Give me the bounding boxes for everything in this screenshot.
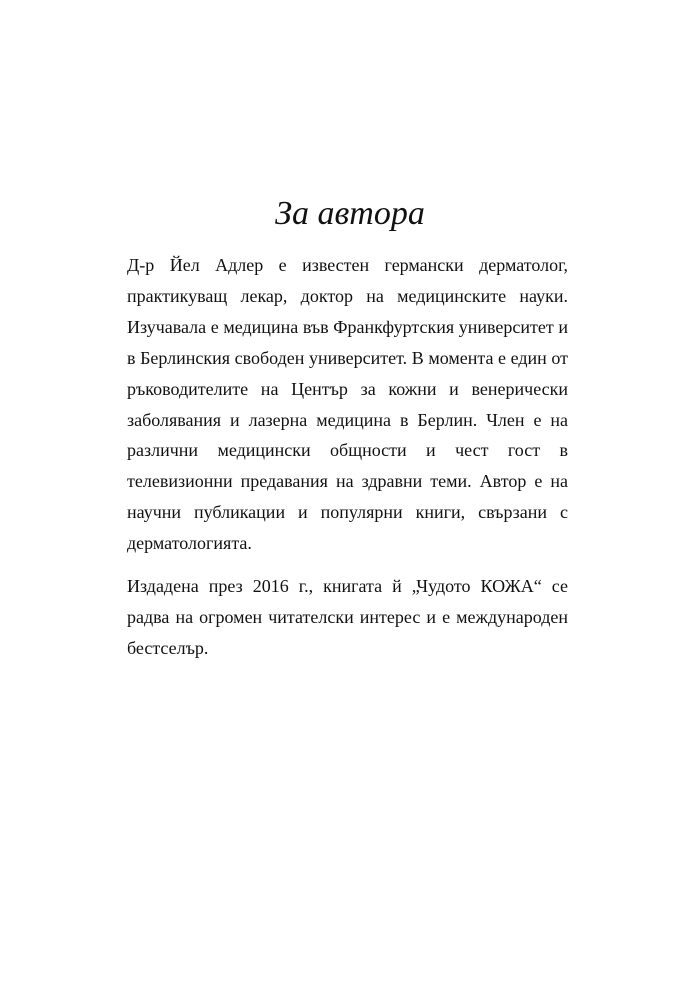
publication-paragraph: Издадена през 2016 г., книгата й „Чудото КОЖА“ се радва на огромен читателски интерес и е международен бестселър. (127, 576, 568, 658)
bio-paragraph: Д-р Йел Адлер е известен германски дерматолог, практикуващ лекар, доктор на медицинските науки. Изучавала е медицина във Франкфуртския университет и в Берлинския свободен университет. В момента е един от ръководителите на Център за кожни и венерически заболявания и лазерна медицина в Берлин. Член е на различни медицински общности и чест гост в телевизионни предавания на здравни теми. Автор е на научни публикации и популярни книги, свързани с дерматологията. (127, 255, 568, 554)
author-bio (127, 250, 568, 664)
page-title: За автора (275, 195, 425, 232)
